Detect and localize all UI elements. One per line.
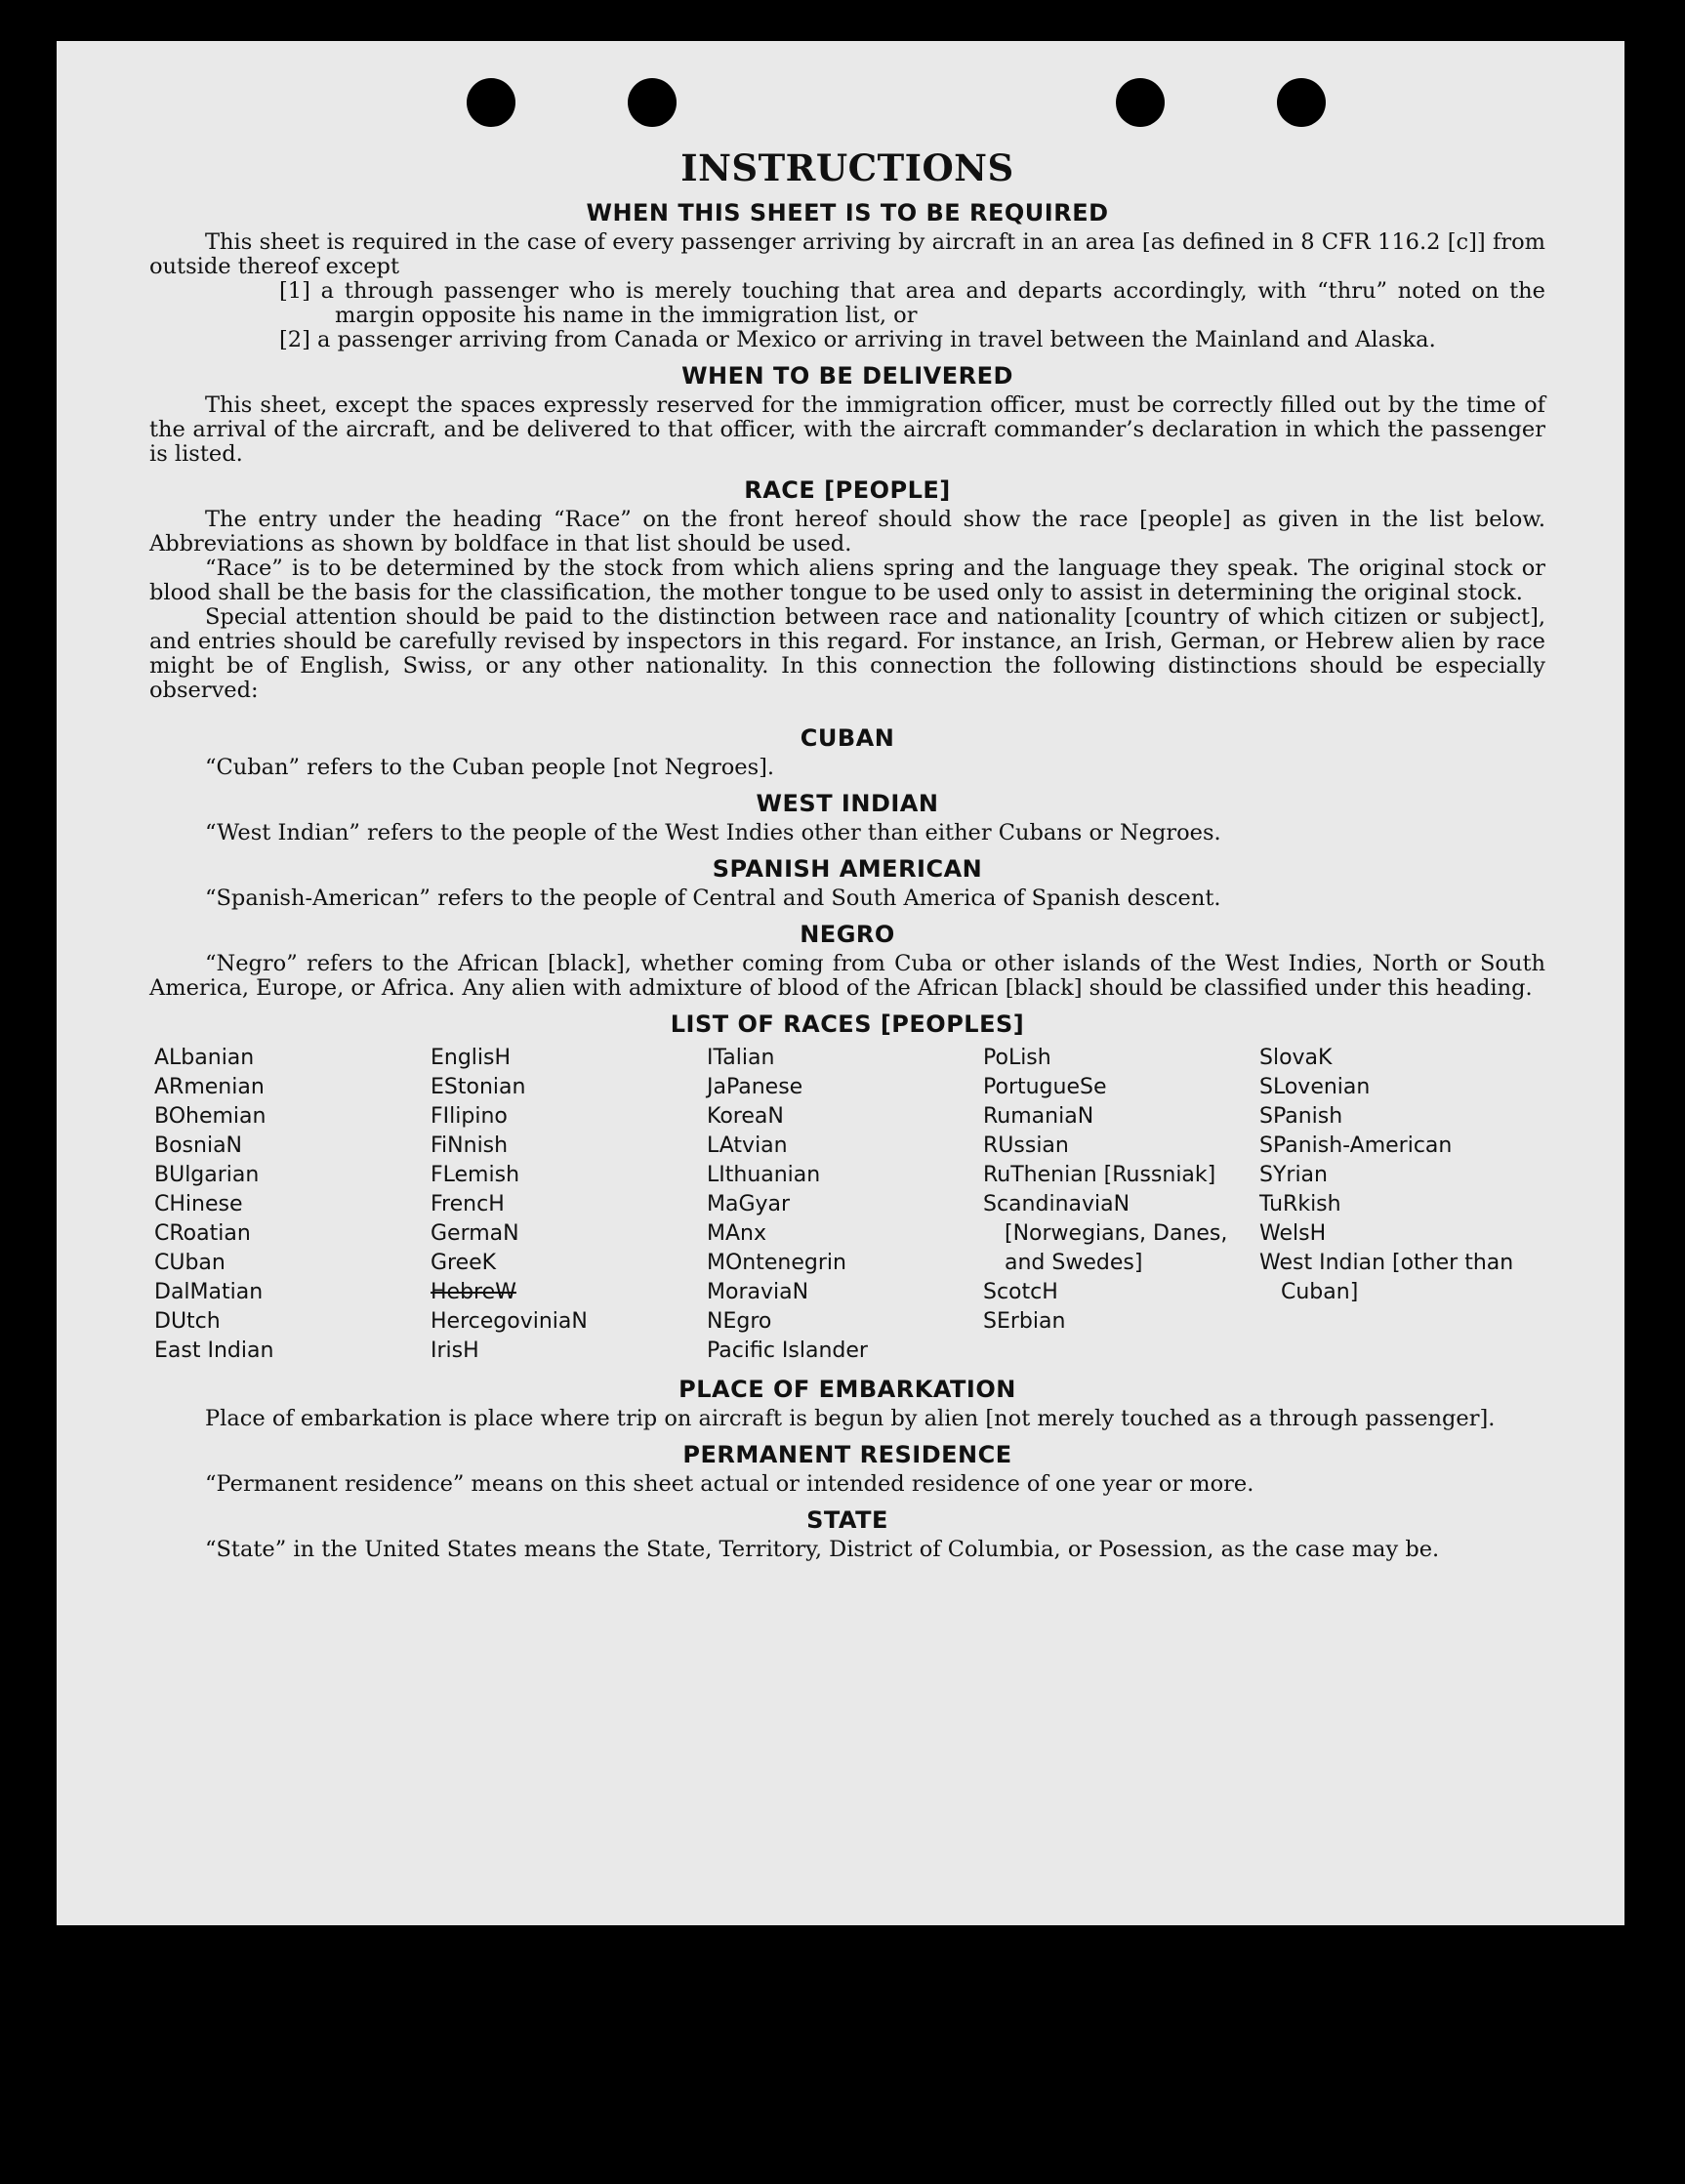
race-item: West Indian [other than Cuban]: [1259, 1251, 1514, 1304]
race-item: LAtvian: [707, 1133, 788, 1158]
race-item: ScandinaviaN [Norwegians, Danes, and Swedes]: [983, 1192, 1228, 1275]
heading-west-indian: WEST INDIAN: [756, 790, 939, 817]
state-text: “State” in the United States means the State, Territory, District of Columbia, or Posession, as the case may be.: [205, 1537, 1440, 1562]
cuban-text: “Cuban” refers to the Cuban people [not Negroes].: [205, 755, 775, 780]
punch-hole: [1116, 78, 1165, 127]
race-paragraph-1: The entry under the heading “Race” on the front hereof should show the race [people] as given in the list below. Abbreviations as shown by boldface in that list should be used.: [149, 507, 1545, 556]
instructions-content: [149, 146, 1545, 1562]
residence-text: “Permanent residence” means on this sheet actual or intended residence of one year or more.: [205, 1471, 1254, 1497]
negro-text: “Negro” refers to the African [black], whether coming from Cuba or other islands of the West Indies, North or South America, Europe, or Africa. Any alien with admixture of blood of the African [black] should be classified under this heading.: [149, 951, 1545, 1001]
race-item: FIlipino: [431, 1104, 508, 1129]
punch-hole: [467, 78, 515, 127]
races-column: [431, 1044, 707, 1366]
race-item: SPanish: [1259, 1104, 1343, 1129]
races-column: [983, 1044, 1259, 1366]
race-item: BOhemian: [154, 1104, 267, 1129]
race-item-struck: HebreW: [431, 1280, 516, 1304]
race-paragraph-3: Special attention should be paid to the distinction between race and nationality [country of which citizen or subject], and entries should be carefully revised by inspectors in this regard. For instance, an Irish, German, or Hebrew alien by race might be of English, Swiss, or any other nationality. In this connection the following distinctions should be especially observed:: [149, 604, 1545, 703]
race-item: NEgro: [707, 1309, 772, 1334]
race-item: GermaN: [431, 1221, 519, 1246]
race-item: CHinese: [154, 1192, 243, 1216]
races-column: [154, 1044, 431, 1366]
race-paragraph-2: “Race” is to be determined by the stock from which aliens spring and the language they speak. The original stock or blood shall be the basis for the classification, the mother tongue to be used only to assist in determining the original stock.: [149, 556, 1545, 605]
race-item: SLovenian: [1259, 1075, 1371, 1099]
race-item: CRoatian: [154, 1221, 251, 1246]
race-item: KoreaN: [707, 1104, 784, 1129]
heading-negro: NEGRO: [800, 921, 895, 948]
race-item: SYrian: [1259, 1163, 1328, 1187]
race-item: SlovaK: [1259, 1046, 1333, 1070]
delivered-text: This sheet, except the spaces expressly reserved for the immigration officer, must be correctly filled out by the time of the arrival of the aircraft, and be delivered to that officer, with the aircraft commander’s declaration in which the passenger is listed.: [149, 392, 1545, 467]
embarkation-text: Place of embarkation is place where trip on aircraft is begun by alien [not merely touched as a through passenger].: [205, 1406, 1496, 1431]
document-sheet: [57, 41, 1624, 1925]
race-item: MoraviaN: [707, 1280, 809, 1304]
race-item: FLemish: [431, 1163, 520, 1187]
heading-cuban: CUBAN: [800, 724, 895, 752]
heading-delivered: WHEN TO BE DELIVERED: [681, 362, 1013, 390]
race-item: ScotcH: [983, 1280, 1058, 1304]
race-item: EnglisH: [431, 1046, 512, 1070]
race-item: PortugueSe: [983, 1075, 1107, 1099]
races-column: [1259, 1044, 1536, 1366]
race-item: TuRkish: [1259, 1192, 1341, 1216]
punch-hole: [1277, 78, 1326, 127]
race-item: MAnx: [707, 1221, 766, 1246]
heading-embarkation: PLACE OF EMBARKATION: [678, 1376, 1016, 1403]
race-item: IrisH: [431, 1339, 479, 1363]
race-item: RUssian: [983, 1133, 1069, 1158]
race-item: DUtch: [154, 1309, 221, 1334]
races-list: [154, 1044, 1545, 1366]
required-intro: This sheet is required in the case of every passenger arriving by aircraft in an area [as defined in 8 CFR 116.2 [c]] from outside thereof except: [149, 229, 1545, 279]
race-item: RumaniaN: [983, 1104, 1094, 1129]
race-item: BUlgarian: [154, 1163, 260, 1187]
race-item: FrencH: [431, 1192, 505, 1216]
punch-hole: [628, 78, 677, 127]
west-indian-text: “West Indian” refers to the people of the West Indies other than either Cubans or Negroes.: [205, 820, 1221, 845]
race-item: SErbian: [983, 1309, 1066, 1334]
races-column: [707, 1044, 983, 1366]
race-item: JaPanese: [707, 1075, 803, 1099]
heading-required: WHEN THIS SHEET IS TO BE REQUIRED: [586, 199, 1109, 227]
race-item: FiNnish: [431, 1133, 509, 1158]
race-item: East Indian: [154, 1339, 274, 1363]
race-item: HercegoviniaN: [431, 1309, 588, 1334]
race-item: Pacific Islander: [707, 1339, 868, 1363]
race-item: SPanish-American: [1259, 1133, 1453, 1158]
heading-list-of-races: LIST OF RACES [PEOPLES]: [670, 1010, 1025, 1038]
heading-residence: PERMANENT RESIDENCE: [682, 1441, 1012, 1468]
race-item: PoLish: [983, 1046, 1051, 1070]
required-item-2: [2] a passenger arriving from Canada or Mexico or arriving in travel between the Mainland and Alaska.: [279, 327, 1436, 352]
heading-race: RACE [PEOPLE]: [744, 476, 951, 504]
race-item: EStonian: [431, 1075, 526, 1099]
page-title: INSTRUCTIONS: [680, 146, 1014, 189]
race-item: MaGyar: [707, 1192, 791, 1216]
race-item: WelsH: [1259, 1221, 1327, 1246]
heading-spanish-american: SPANISH AMERICAN: [712, 855, 983, 883]
race-item: ITalian: [707, 1046, 775, 1070]
race-item: RuThenian [Russniak]: [983, 1163, 1216, 1187]
race-item: BosniaN: [154, 1133, 243, 1158]
race-item: LIthuanian: [707, 1163, 821, 1187]
race-item: ALbanian: [154, 1046, 255, 1070]
race-item: MOntenegrin: [707, 1251, 846, 1275]
spanish-american-text: “Spanish-American” refers to the people of Central and South America of Spanish descent.: [205, 886, 1221, 911]
required-item-1: [1] a through passenger who is merely touching that area and departs accordingly, with “thru” noted on the margin opposite his name in the immigration list, or: [279, 278, 1545, 328]
race-item: ARmenian: [154, 1075, 265, 1099]
race-item: DalMatian: [154, 1280, 264, 1304]
heading-state: STATE: [806, 1506, 888, 1534]
race-item: CUban: [154, 1251, 226, 1275]
race-item: GreeK: [431, 1251, 497, 1275]
